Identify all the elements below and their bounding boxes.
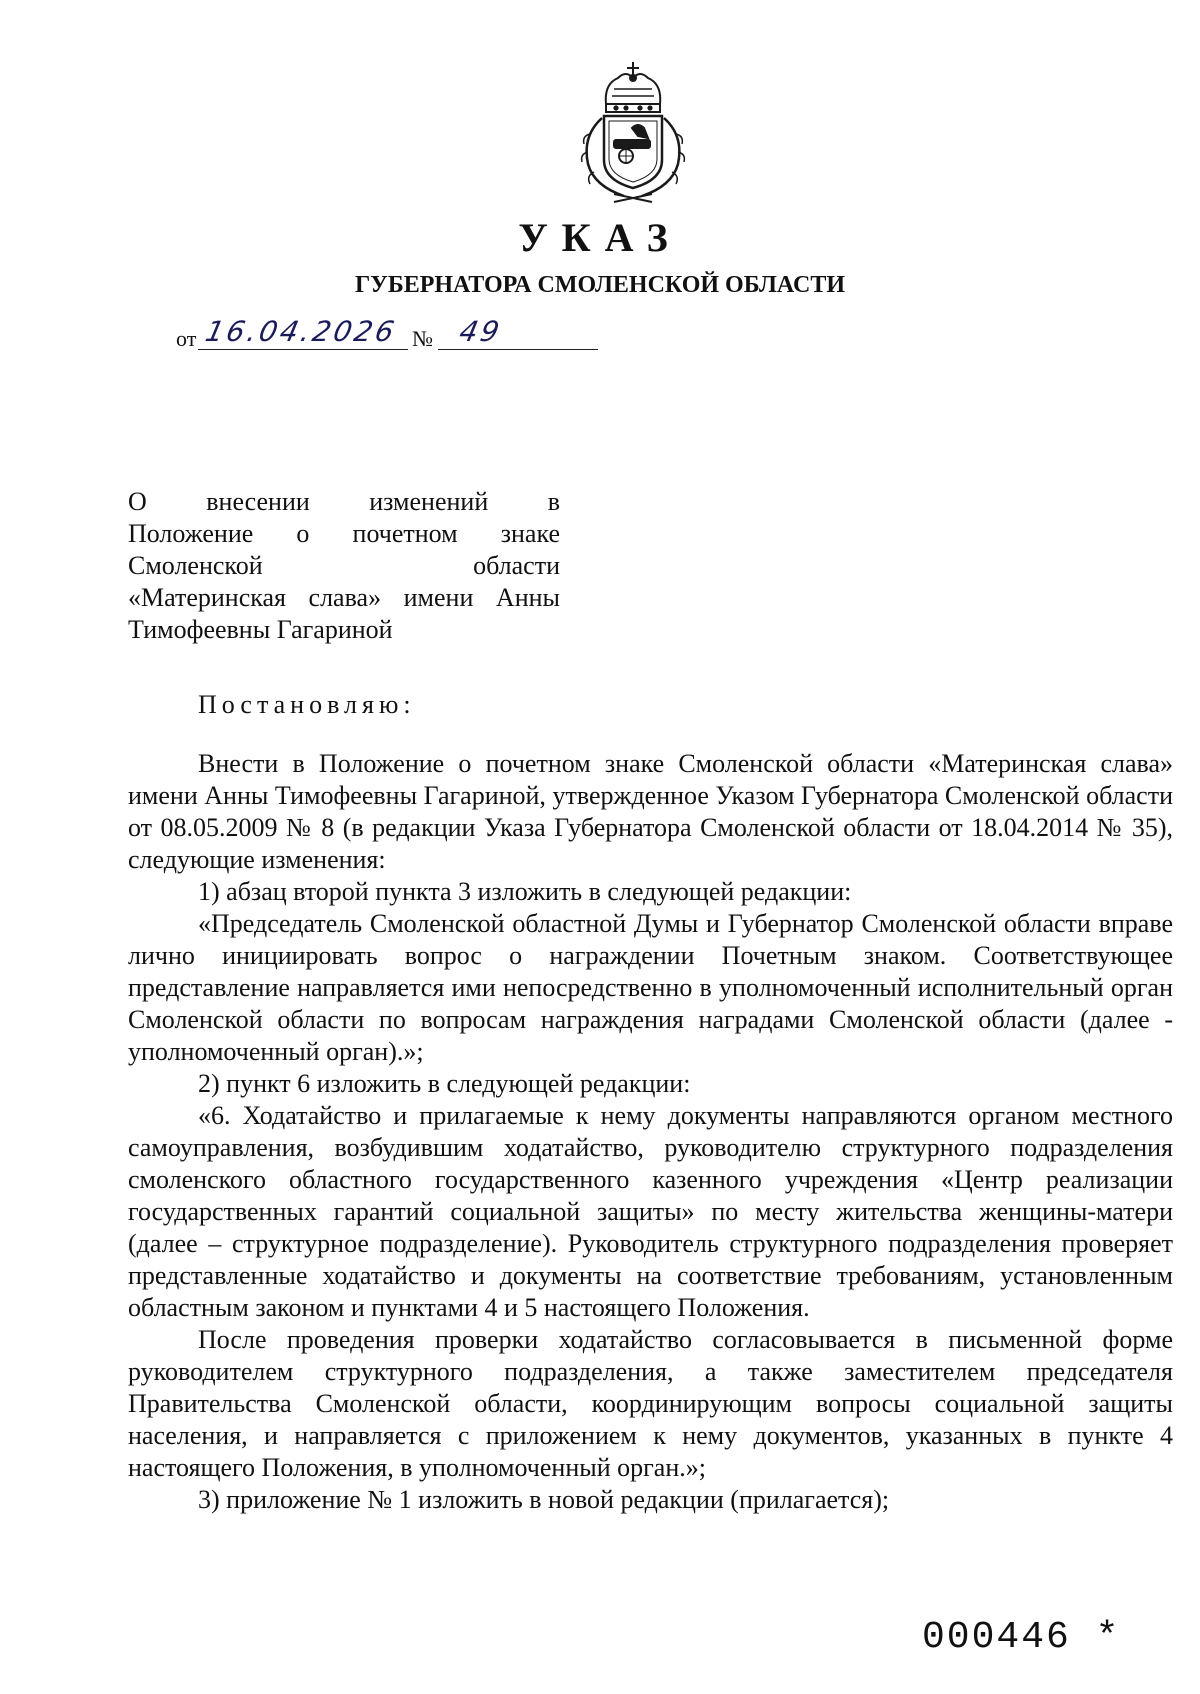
paragraph-item-1: 1) абзац второй пункта 3 изложить в следующей редакции:: [198, 877, 852, 906]
paragraph-item-3: 3) приложение № 1 изложить в новой редакции (прилагается);: [198, 1485, 890, 1514]
paragraph-item-2: 2) пункт 6 изложить в следующей редакции:: [198, 1069, 691, 1098]
subject-line: О внесении изменений в: [128, 487, 560, 516]
subject-line: Смоленской области: [128, 551, 560, 580]
subject-line: Тимофеевны Гагариной: [128, 615, 393, 644]
number-handwritten: 49: [456, 315, 506, 348]
subject-block: [128, 486, 560, 646]
paragraph-quote-1: «Председатель Смоленской областной Думы и Губернатор Смоленской области вправе лично инициировать вопрос о награждении Почетным знаком. Соответствующее представление направляется ими непосредственно в уполномоченный исполнительный орган Смоленской области по вопросам награждения наградами Смоленской области (далее - уполномоченный орган).»;: [128, 909, 1173, 1066]
date-number-line: [176, 315, 616, 358]
decree-word: Постановляю:: [198, 690, 416, 719]
date-prefix: от: [176, 326, 197, 351]
subject-line: Положение о почетном знаке: [128, 519, 560, 548]
coat-of-arms-icon: [568, 56, 698, 206]
date-underline: [198, 349, 408, 350]
date-handwritten: 16.04.2026: [202, 315, 400, 348]
number-underline: [438, 349, 598, 350]
document-body: [128, 748, 1173, 1516]
document-serial-number: 000446 *: [922, 1616, 1121, 1659]
document-subtitle: ГУБЕРНАТОРА СМОЛЕНСКОЙ ОБЛАСТИ: [354, 272, 846, 298]
paragraph-quote-2: «6. Ходатайство и прилагаемые к нему документы направляются органом местного самоуправления, возбудившим ходатайство, руководителю структурного подразделения смоленского областного государственного казенного учреждения «Центр реализации государственных гарантий социальной защиты» по месту жительства женщины-матери (далее – структурное подразделение). Руководитель структурного подразделения проверяет представленные ходатайство и документы на соответствие требованиям, установленным областным законом и пунктами 4 и 5 настоящего Положения.: [128, 1101, 1173, 1322]
paragraph-quote-2-cont: После проведения проверки ходатайство согласовывается в письменной форме руководителем структурного подразделения, а также заместителем председателя Правительства Смоленской области, координирующим вопросы социальной защиты населения, и направляется с приложением к нему документов, указанных в пункте 4 настоящего Положения, в уполномоченный орган.»;: [128, 1325, 1173, 1482]
number-prefix: №: [412, 326, 433, 351]
subject-line: «Материнская слава» имени Анны: [128, 583, 560, 612]
document-title: УКАЗ: [518, 215, 682, 260]
paragraph-intro: Внести в Положение о почетном знаке Смоленской области «Материнская слава» имени Анны Тимофеевны Гагариной, утвержденное Указом Губернатора Смоленской области от 08.05.2009 № 8 (в редакции Указа Губернатора Смоленской области от 18.04.2014 № 35), следующие изменения:: [128, 749, 1173, 874]
